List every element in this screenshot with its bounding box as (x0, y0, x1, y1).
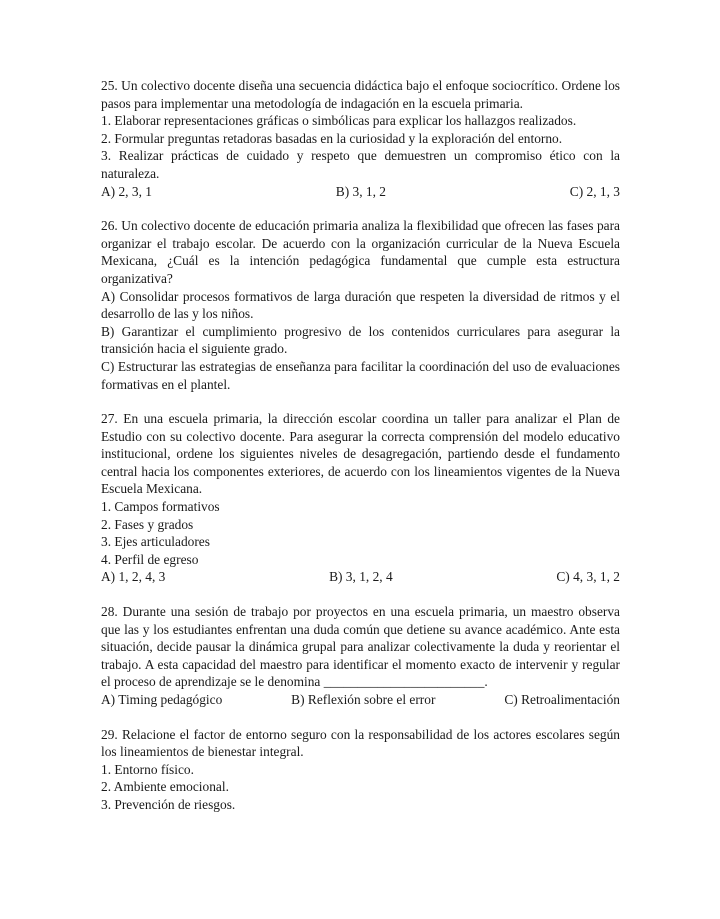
question-stem: 27. En una escuela primaria, la dirección escolar coordina un taller para analizar el Plan de Estudio con su colectivo docente. Para asegurar la correcta comprensión del modelo educativo institucional, ordene los siguientes niveles de desagregación, partiendo desde el fundamento central hacia los componentes exteriores, de acuerdo con los lineamientos vigentes de la Nueva Escuela Mexicana. (101, 411, 620, 497)
answer-options (101, 568, 620, 586)
answer-options (101, 183, 620, 201)
answer-option: B) 3, 1, 2, 4 (329, 569, 393, 585)
answer-option: A) 1, 2, 4, 3 (101, 569, 166, 585)
answer-option: C) 2, 1, 3 (569, 183, 620, 199)
list-item: 3. Realizar prácticas de cuidado y respeto que demuestren un compromiso ético con la naturaleza. (101, 148, 620, 181)
answer-options (101, 691, 620, 709)
list-item: 3. Prevención de riesgos. (101, 796, 236, 812)
answer-option: C) 4, 3, 1, 2 (556, 569, 620, 585)
answer-option: A) 2, 3, 1 (101, 183, 152, 199)
answer-option: B) 3, 1, 2 (335, 183, 386, 199)
answer-option: B) Garantizar el cumplimiento progresivo de los contenidos curriculares para asegurar la transición hacia el siguiente grado. (101, 323, 620, 357)
answer-option: C) Estructurar las estrategias de enseñanza para facilitar la coordinación del uso de evaluaciones formativas en el plantel. (101, 358, 620, 392)
question-25 (101, 77, 620, 200)
question-29 (101, 726, 620, 814)
question-stem: 29. Relacione el factor de entorno seguro con la responsabilidad de los actores escolares según los lineamientos de bienestar integral. (101, 726, 620, 760)
question-28 (101, 603, 620, 709)
list-item: 2. Formular preguntas retadoras basadas en la curiosidad y la exploración del entorno. (101, 130, 563, 146)
list-item: 2. Fases y grados (101, 516, 194, 532)
list-item: 3. Ejes articuladores (101, 534, 210, 550)
question-27 (101, 410, 620, 586)
list-item: 1. Campos formativos (101, 499, 220, 515)
question-stem: 25. Un colectivo docente diseña una secuencia didáctica bajo el enfoque sociocrítico. Ordene los pasos para implementar una metodología de indagación en la escuela primaria. (101, 78, 620, 111)
exam-page (101, 77, 620, 831)
question-stem: 28. Durante una sesión de trabajo por proyectos en una escuela primaria, un maestro observa que las y los estudiantes enfrentan una duda común que detiene su avance académico. Ante esta situación, decide pausar la dinámica grupal para analizar colectivamente la duda y reorientar el trabajo. A esta capacidad del maestro para identificar el momento exacto de intervenir y regular el proceso de aprendizaje se le denomina ________________________. (101, 604, 620, 690)
answer-option: C) Retroalimentación (504, 692, 620, 707)
answer-option: A) Timing pedagógico (101, 692, 223, 707)
answer-option: A) Consolidar procesos formativos de larga duración que respeten la diversidad de ritmos y el desarrollo de las y los niños. (101, 288, 620, 322)
list-item: 1. Elaborar representaciones gráficas o simbólicas para explicar los hallazgos realizados. (101, 113, 577, 129)
answer-option: B) Reflexión sobre el error (291, 692, 436, 707)
list-item: 1. Entorno físico. (101, 761, 194, 777)
question-26 (101, 217, 620, 393)
question-stem: 26. Un colectivo docente de educación primaria analiza la flexibilidad que ofrecen las fases para organizar el trabajo escolar. De acuerdo con la organización curricular de la Nueva Escuela Mexicana, ¿Cuál es la intención pedagógica fundamental que cumple esta estructura organizativa? (101, 218, 620, 286)
list-item: 2. Ambiente emocional. (101, 779, 229, 795)
list-item: 4. Perfil de egreso (101, 551, 199, 567)
